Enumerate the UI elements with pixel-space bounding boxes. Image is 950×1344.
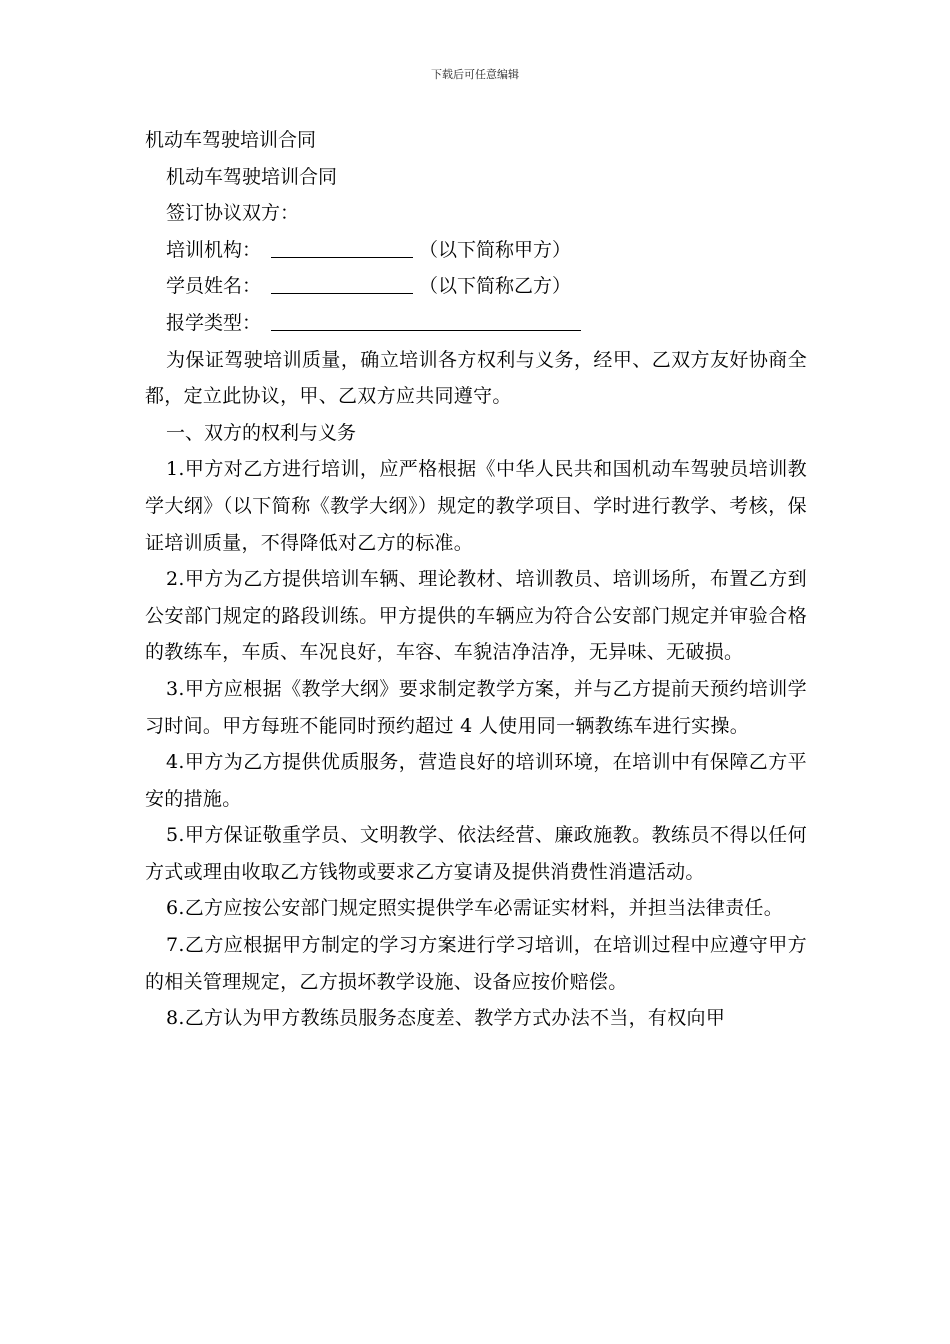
field-label: 培训机构：: [166, 238, 262, 261]
clause-paragraph: 1.甲方对乙方进行培训，应严格根据《中华人民共和国机动车驾驶员培训教学大纲》（以下简称《教学大纲》）规定的教学项目、学时进行教学、考核，保证培训质量，不得降低对乙方的标准。: [145, 458, 807, 554]
field-row-license-type: [145, 305, 807, 342]
blank-line[interactable]: [271, 271, 413, 294]
clause-paragraph: 8.乙方认为甲方教练员服务态度差、教学方式办法不当，有权向甲: [166, 1007, 726, 1030]
clause-paragraph: 5.甲方保证敬重学员、文明教学、依法经营、廉政施教。教练员不得以任何方式或理由收取乙方钱物或要求乙方宴请及提供消费性消遣活动。: [145, 824, 807, 883]
blank-line[interactable]: [271, 235, 413, 258]
clause-paragraph: 7.乙方应根据甲方制定的学习方案进行学习培训，在培训过程中应遵守甲方的相关管理规定，乙方损坏教学设施、设备应按价赔偿。: [145, 934, 807, 993]
page-header: 下载后可任意编辑: [431, 68, 519, 81]
clause-paragraph: 6.乙方应按公安部门规定照实提供学车必需证实材料，并担当法律责任。: [166, 897, 784, 920]
clause-paragraph: 2.甲方为乙方提供培训车辆、理论教材、培训教员、培训场所，布置乙方到公安部门规定的路段训练。甲方提供的车辆应为符合公安部门规定并审验合格的教练车，车质、车况良好，车容、车貌洁净洁净，无异味、无破损。: [145, 568, 807, 664]
field-row-institution: [145, 232, 807, 269]
blank-line[interactable]: [271, 308, 581, 331]
clause-paragraph: 4.甲方为乙方提供优质服务，营造良好的培训环境，在培训中有保障乙方平安的措施。: [145, 751, 807, 810]
field-note: （以下简称乙方）: [419, 275, 572, 298]
document-subtitle: 机动车驾驶培训合同: [166, 165, 338, 188]
field-label: 学员姓名：: [166, 275, 262, 298]
document-body: [145, 122, 807, 1037]
section-title: 一、双方的权利与义务: [166, 421, 357, 444]
parties-label: 签订协议双方：: [166, 202, 300, 225]
clause-paragraph: 3.甲方应根据《教学大纲》要求制定教学方案，并与乙方提前天预约培训学习时间。甲方每班不能同时预约超过 4 人使用同一辆教练车进行实操。: [145, 677, 807, 737]
intro-paragraph: 为保证驾驶培训质量，确立培训各方权利与义务，经甲、乙双方友好协商全都，定立此协议，甲、乙双方应共同遵守。: [145, 348, 807, 408]
field-label: 报学类型：: [166, 311, 262, 334]
field-row-student-name: [145, 268, 807, 305]
document-title: 机动车驾驶培训合同: [145, 129, 317, 151]
field-note: （以下简称甲方）: [419, 238, 572, 261]
